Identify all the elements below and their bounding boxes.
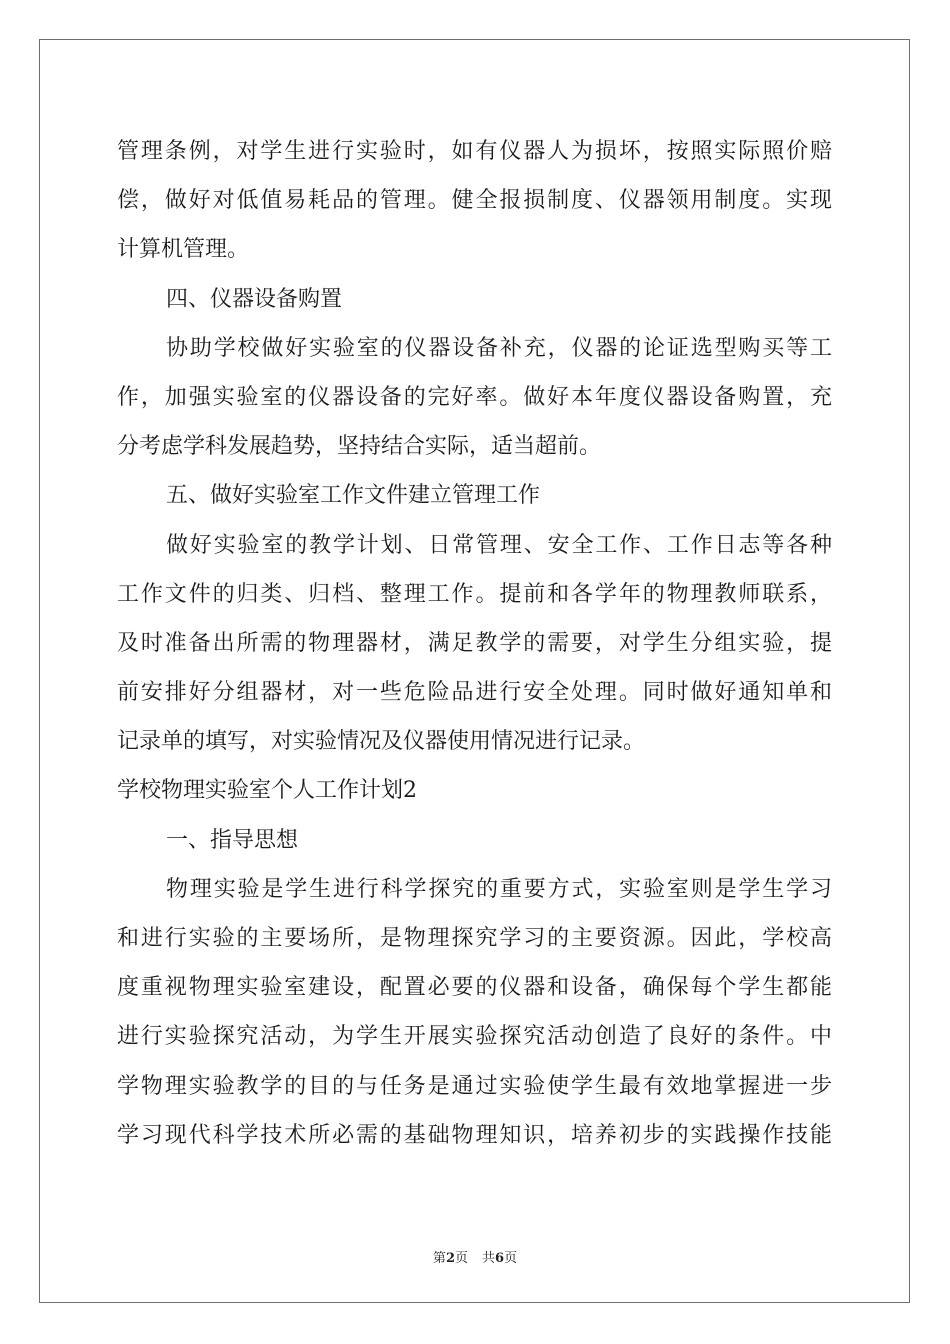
section-heading: 四、仪器设备购置 [166, 286, 343, 312]
document-title: 学校物理实验室个人工作计划2 [117, 778, 417, 804]
text-line: 管理条例，对学生进行实验时，如有仪器人为损坏，按照实际照价赔 [117, 139, 832, 164]
text-line: 及时准备出所需的物理器材，满足教学的需要，对学生分组实验，提 [117, 630, 832, 656]
text-line: 度重视物理实验室建设，配置必要的仪器和设备，确保每个学生都能 [117, 975, 832, 1001]
page-label-suffix: 页 [454, 1251, 468, 1266]
page-label-prefix: 第 [432, 1251, 446, 1266]
text-line: 分考虑学科发展趋势，坚持结合实际，适当超前。 [117, 434, 602, 460]
text-line: 偿，做好对低值易耗品的管理。健全报损制度、仪器领用制度。实现 [117, 188, 832, 214]
text-line: 进行实验探究活动，为学生开展实验探究活动创造了良好的条件。中 [117, 1024, 832, 1050]
total-pages: 6 [495, 1251, 505, 1266]
text-line: 前安排好分组器材，对一些危险品进行安全处理。同时做好通知单和 [117, 680, 832, 706]
page-number: 2 [445, 1251, 455, 1266]
total-label-suffix: 页 [504, 1251, 518, 1266]
section-heading: 一、指导思想 [166, 827, 299, 853]
text-line: 记录单的填写，对实验情况及仪器使用情况进行记录。 [117, 729, 646, 755]
section-heading: 五、做好实验室工作文件建立管理工作 [166, 483, 541, 509]
text-line: 协助学校做好实验室的仪器设备补充，仪器的论证选型购买等工 [166, 335, 832, 361]
text-line: 学物理实验教学的目的与任务是通过实验使学生最有效地掌握进一步 [117, 1073, 832, 1099]
text-line: 和进行实验的主要场所，是物理探究学习的主要资源。因此，学校高 [117, 926, 832, 951]
document-body [117, 127, 832, 1160]
text-line: 物理实验是学生进行科学探究的重要方式，实验室则是学生学习 [166, 876, 832, 902]
text-line: 做好实验室的教学计划、日常管理、安全工作、工作日志等各种 [166, 532, 832, 558]
total-label-prefix: 共 [482, 1251, 496, 1266]
text-line: 学习现代科学技术所必需的基础物理知识，培养初步的实践操作技能 [117, 1122, 832, 1148]
text-line: 作，加强实验室的仪器设备的完好率。做好本年度仪器设备购置，充 [117, 384, 832, 410]
page-footer [0, 1247, 950, 1266]
text-line: 工作文件的归类、归档、整理工作。提前和各学年的物理教师联系， [117, 581, 832, 607]
text-line: 计算机管理。 [117, 237, 250, 263]
